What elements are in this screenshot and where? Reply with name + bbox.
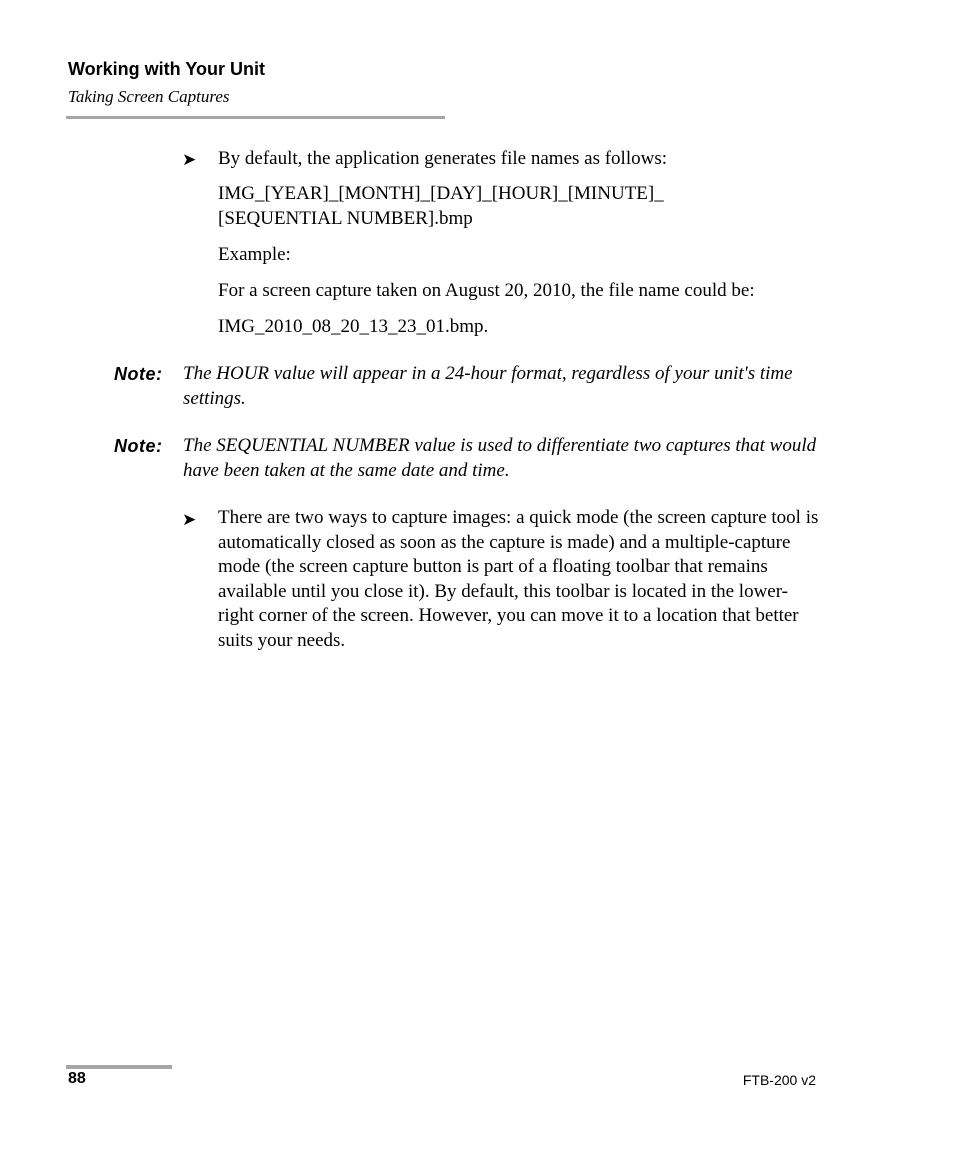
note-sequential-number: The SEQUENTIAL NUMBER value is used to differentiate two captures that would have been taken at the same date and time. xyxy=(183,435,817,481)
filename-pattern-line-1: IMG_[YEAR]_[MONTH]_[DAY]_[HOUR]_[MINUTE]_ xyxy=(218,183,664,204)
bullet-item-default-filenames: By default, the application generates file names as follows: xyxy=(218,148,667,169)
page-number: 88 xyxy=(68,1070,86,1087)
example-label: Example: xyxy=(218,244,291,265)
header-divider xyxy=(66,116,445,119)
bullet-item-capture-modes: There are two ways to capture images: a quick mode (the screen capture tool is automatically closed as soon as the capture is made) and a multiple-capture mode (the screen capture button is part of a floating toolbar that remains available until you close it). By default, this toolbar is located in the lower-right corner of the screen. However, you can move it to a location that better suits your needs. xyxy=(218,507,819,651)
bullet-arrow-icon: ➤ xyxy=(182,150,197,170)
chapter-title: Working with Your Unit xyxy=(68,59,265,79)
filename-pattern-line-2: [SEQUENTIAL NUMBER].bmp xyxy=(218,207,473,229)
filename-pattern xyxy=(218,182,823,231)
section-title: Taking Screen Captures xyxy=(68,87,230,106)
note-label: Note: xyxy=(114,436,163,456)
example-filename: IMG_2010_08_20_13_23_01.bmp. xyxy=(218,316,489,337)
bullet-arrow-icon: ➤ xyxy=(182,510,197,530)
example-description: For a screen capture taken on August 20, 2010, the file name could be: xyxy=(218,280,755,301)
note-hour-format: The HOUR value will appear in a 24-hour format, regardless of your unit's time settings. xyxy=(183,363,793,409)
note-label: Note: xyxy=(114,364,163,384)
document-id: FTB-200 v2 xyxy=(742,1072,816,1088)
